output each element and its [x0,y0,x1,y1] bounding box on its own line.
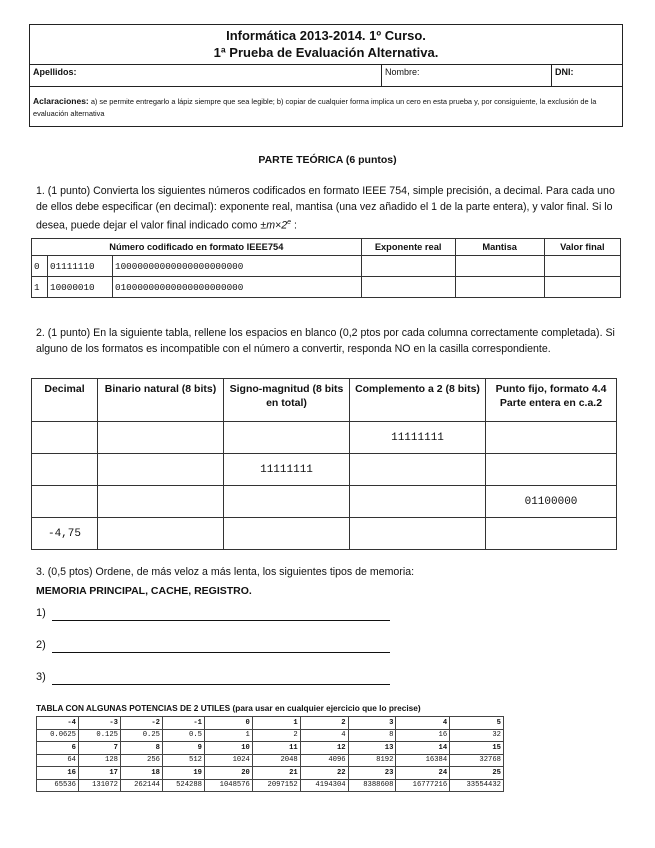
memory-list: MEMORIA PRINCIPAL, CACHE, REGISTRO. [36,585,252,597]
power-value-cell: 262144 [121,779,163,792]
cell-decimal[interactable] [32,486,98,518]
answer-underline [52,652,390,653]
exponent-cell: 2 [300,717,348,730]
cell-punto-fijo[interactable] [486,518,617,550]
answer-line-3[interactable] [36,671,396,683]
table-row [37,767,504,780]
sign-bit: 0 [32,256,48,277]
exponent-cell: 8 [121,742,163,755]
powers-title [36,703,421,713]
col-header-decimal: Decimal [32,379,98,422]
power-value-cell: 2097152 [252,779,300,792]
table-header-row [32,239,621,256]
exam-title [30,25,623,65]
cell-binario[interactable] [98,422,224,454]
exponent-cell: 5 [450,717,504,730]
table-row [37,729,504,742]
exponent-cell: 24 [396,767,450,780]
cell-ca2[interactable] [350,454,486,486]
dni-field[interactable] [552,65,623,87]
exponent-cell: 20 [205,767,253,780]
exponent-cell: 18 [121,767,163,780]
answer-cell[interactable] [455,256,544,277]
table-row [37,779,504,792]
exponent-cell: 14 [396,742,450,755]
powers-title-note: (para usar en cualquier ejercicio que lo precise) [232,703,421,713]
answer-underline [52,684,390,685]
question-1-formula: ±m×2 [260,219,288,232]
power-value-cell: 16384 [396,754,450,767]
exponent-cell: 17 [79,767,121,780]
exponent-cell: 10 [205,742,253,755]
table-row [32,277,621,298]
power-value-cell: 256 [121,754,163,767]
power-value-cell: 16777216 [396,779,450,792]
power-value-cell: 1024 [205,754,253,767]
exponent-cell: 25 [450,767,504,780]
exponent-cell: 22 [300,767,348,780]
cell-signo-magnitud[interactable] [224,422,350,454]
power-value-cell: 0.0625 [37,729,79,742]
cell-binario[interactable] [98,518,224,550]
question-1-text [36,184,621,234]
question-2-text: 2. (1 punto) En la siguiente tabla, rellene los espacios en blanco (0,2 ptos por cada columna correctamente completada). Si alguno de los formatos es incompatible con el número a convertir, responda NO en la casilla correspondiente. [36,327,615,355]
exponent-cell: 19 [163,767,205,780]
cell-signo-magnitud[interactable] [224,518,350,550]
answer-cell[interactable] [544,277,620,298]
title-line-2: 1ª Prueba de Evaluación Alternativa. [213,45,439,60]
exponent-cell: 3 [348,717,396,730]
exam-header [29,24,623,127]
cell-binario[interactable] [98,454,224,486]
exponent-bits: 01111110 [48,256,113,277]
power-value-cell: 16 [396,729,450,742]
ieee754-table [31,238,621,298]
power-value-cell: 65536 [37,779,79,792]
power-value-cell: 1048576 [205,779,253,792]
power-value-cell: 512 [163,754,205,767]
power-value-cell: 4194304 [300,779,348,792]
conversion-table [31,378,617,550]
exponent-bits: 10000010 [48,277,113,298]
answer-cell[interactable] [455,277,544,298]
powers-title-main: TABLA CON ALGUNAS POTENCIAS DE 2 UTILES [36,703,231,713]
mantissa-bits: 01000000000000000000000 [113,277,362,298]
exponent-cell: 13 [348,742,396,755]
power-value-cell: 131072 [79,779,121,792]
cell-decimal[interactable] [32,422,98,454]
aclaraciones-text: a) se permite entregarlo a lápiz siempre que sea legible; b) copiar de cualquier forma implica un cero en esta prueba y, por consiguiente, la exclusión de la evaluación alternativa [33,97,597,118]
power-value-cell: 8192 [348,754,396,767]
question-1-body: 1. (1 punto) Convierta los siguientes números codificados en formato IEEE 754, simple precisión, a decimal. Para cada uno de ellos debe especificar (en decimal): exponente real, mantisa (una vez añadido el 1 de la parte entera), y valor final. Si lo desea, puede dejar el valor final indicado como [36,185,615,232]
power-value-cell: 2 [252,729,300,742]
sign-bit: 1 [32,277,48,298]
exponent-cell: 21 [252,767,300,780]
table-row [32,422,617,454]
power-value-cell: 0.25 [121,729,163,742]
table-row [37,717,504,730]
answer-cell[interactable] [544,256,620,277]
power-value-cell: 32 [450,729,504,742]
table-row [32,256,621,277]
table-row [32,486,617,518]
mantissa-bits: 10000000000000000000000 [113,256,362,277]
exponent-cell: 23 [348,767,396,780]
exponent-cell: -2 [121,717,163,730]
exponent-cell: 15 [450,742,504,755]
cell-decimal[interactable] [32,454,98,486]
answer-number: 2) [36,639,46,651]
power-value-cell: 0.125 [79,729,121,742]
cell-decimal: -4,75 [32,518,98,550]
exponent-cell: 1 [252,717,300,730]
col-header-punto-fijo: Punto fijo, formato 4.4 Parte entera en c.a.2 [486,379,617,422]
question-1-formula-exp: e [287,219,292,226]
col-header-exponente: Exponente real [361,239,455,256]
answer-number: 1) [36,607,46,619]
power-value-cell: 32768 [450,754,504,767]
exponent-cell: -3 [79,717,121,730]
power-value-cell: 4096 [300,754,348,767]
answer-number: 3) [36,671,46,683]
exponent-cell: 6 [37,742,79,755]
power-value-cell: 1 [205,729,253,742]
col-header-ca2: Complemento a 2 (8 bits) [350,379,486,422]
exponent-cell: -4 [37,717,79,730]
cell-ca2[interactable] [350,486,486,518]
answer-line-1[interactable] [36,607,396,619]
col-header-numero: Número codificado en formato IEEE754 [32,239,362,256]
table-header-row [32,379,617,422]
parte-teorica-heading: PARTE TEÓRICA (6 puntos) [258,154,397,166]
table-row [37,754,504,767]
nombre-field[interactable] [382,65,552,87]
exponent-cell: 16 [37,767,79,780]
cell-signo-magnitud: 11111111 [224,454,350,486]
question-3-text: 3. (0,5 ptos) Ordene, de más veloz a más lenta, los siguientes tipos de memoria: [36,566,415,578]
answer-cell[interactable] [361,256,455,277]
exponent-cell: 9 [163,742,205,755]
power-value-cell: 2048 [252,754,300,767]
col-header-mantisa: Mantisa [455,239,544,256]
power-value-cell: 8388608 [348,779,396,792]
apellidos-field[interactable] [30,65,382,87]
answer-line-2[interactable] [36,639,396,651]
question-1-formula-end: : [293,219,297,232]
table-row [32,518,617,550]
answer-underline [52,620,390,621]
power-value-cell: 0.5 [163,729,205,742]
cell-punto-fijo[interactable] [486,454,617,486]
cell-ca2: 11111111 [350,422,486,454]
title-line-1: Informática 2013-2014. 1º Curso. [226,28,426,43]
power-value-cell: 524288 [163,779,205,792]
dni-label: DNI: [555,67,574,77]
cell-ca2[interactable] [350,518,486,550]
exponent-cell: 4 [396,717,450,730]
cell-signo-magnitud[interactable] [224,486,350,518]
col-header-valor-final: Valor final [544,239,620,256]
aclaraciones-label: Aclaraciones: [33,96,89,106]
apellidos-label: Apellidos: [33,67,77,77]
exponent-cell: 12 [300,742,348,755]
aclaraciones-box [30,87,623,127]
nombre-label: Nombre: [385,67,420,77]
exponent-cell: 0 [205,717,253,730]
cell-binario[interactable] [98,486,224,518]
powers-table [36,716,504,792]
col-header-signo-magnitud: Signo-magnitud (8 bits en total) [224,379,350,422]
cell-punto-fijo[interactable] [486,422,617,454]
power-value-cell: 33554432 [450,779,504,792]
power-value-cell: 64 [37,754,79,767]
answer-cell[interactable] [361,277,455,298]
table-row [32,454,617,486]
col-header-binario: Binario natural (8 bits) [98,379,224,422]
power-value-cell: 8 [348,729,396,742]
power-value-cell: 128 [79,754,121,767]
exponent-cell: -1 [163,717,205,730]
power-value-cell: 4 [300,729,348,742]
table-row [37,742,504,755]
exponent-cell: 11 [252,742,300,755]
cell-punto-fijo: 01100000 [486,486,617,518]
exponent-cell: 7 [79,742,121,755]
